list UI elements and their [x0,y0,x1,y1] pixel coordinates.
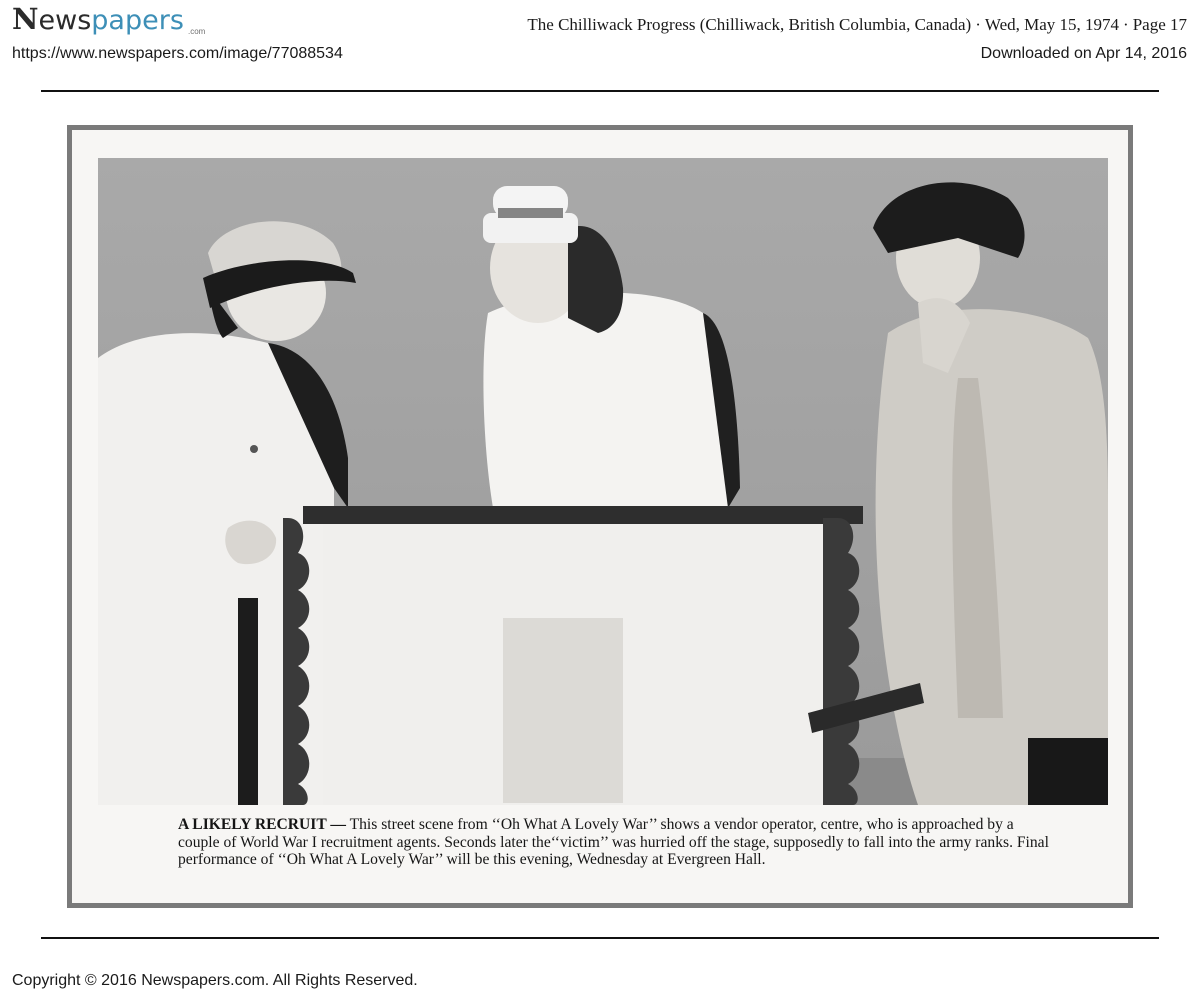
copyright-notice: Copyright © 2016 Newspapers.com. All Rights Reserved. [12,972,418,989]
bottom-divider [41,937,1159,939]
page-number: Page 17 [1132,15,1187,34]
publication-name: The Chilliwack Progress (Chilliwack, British Columbia, Canada) [527,15,972,34]
download-date: Downloaded on Apr 14, 2016 [980,45,1187,62]
separator: · [975,15,981,34]
separator: · [1123,15,1129,34]
logo-dotcom: .com [188,27,206,36]
logo-word-papers: papers [91,5,184,36]
photo-caption [178,816,1058,869]
vendor-stand [283,506,924,805]
logo-initial: N [12,2,39,36]
caption-headline: A LIKELY RECRUIT — [178,816,346,833]
newspaper-photo [98,158,1108,805]
caption-text: This street scene from ‘‘Oh What A Lovely War’’ shows a vendor operator, centre, who is approached by a couple of World War I recruitment agents. Seconds later the‘‘victim’’ was hurried off the stage, supposedly to fall into the army ranks. Final performance of ‘‘Oh What A Lovely War’’ will be this evening, Wednesday at Evergreen Hall. [178,816,1049,868]
publication-date: Wed, May 15, 1974 [984,15,1120,34]
image-url[interactable]: https://www.newspapers.com/image/77088534 [12,45,343,62]
logo-word-ews: ews [38,5,92,36]
top-divider [41,90,1159,92]
source-line [527,15,1187,35]
